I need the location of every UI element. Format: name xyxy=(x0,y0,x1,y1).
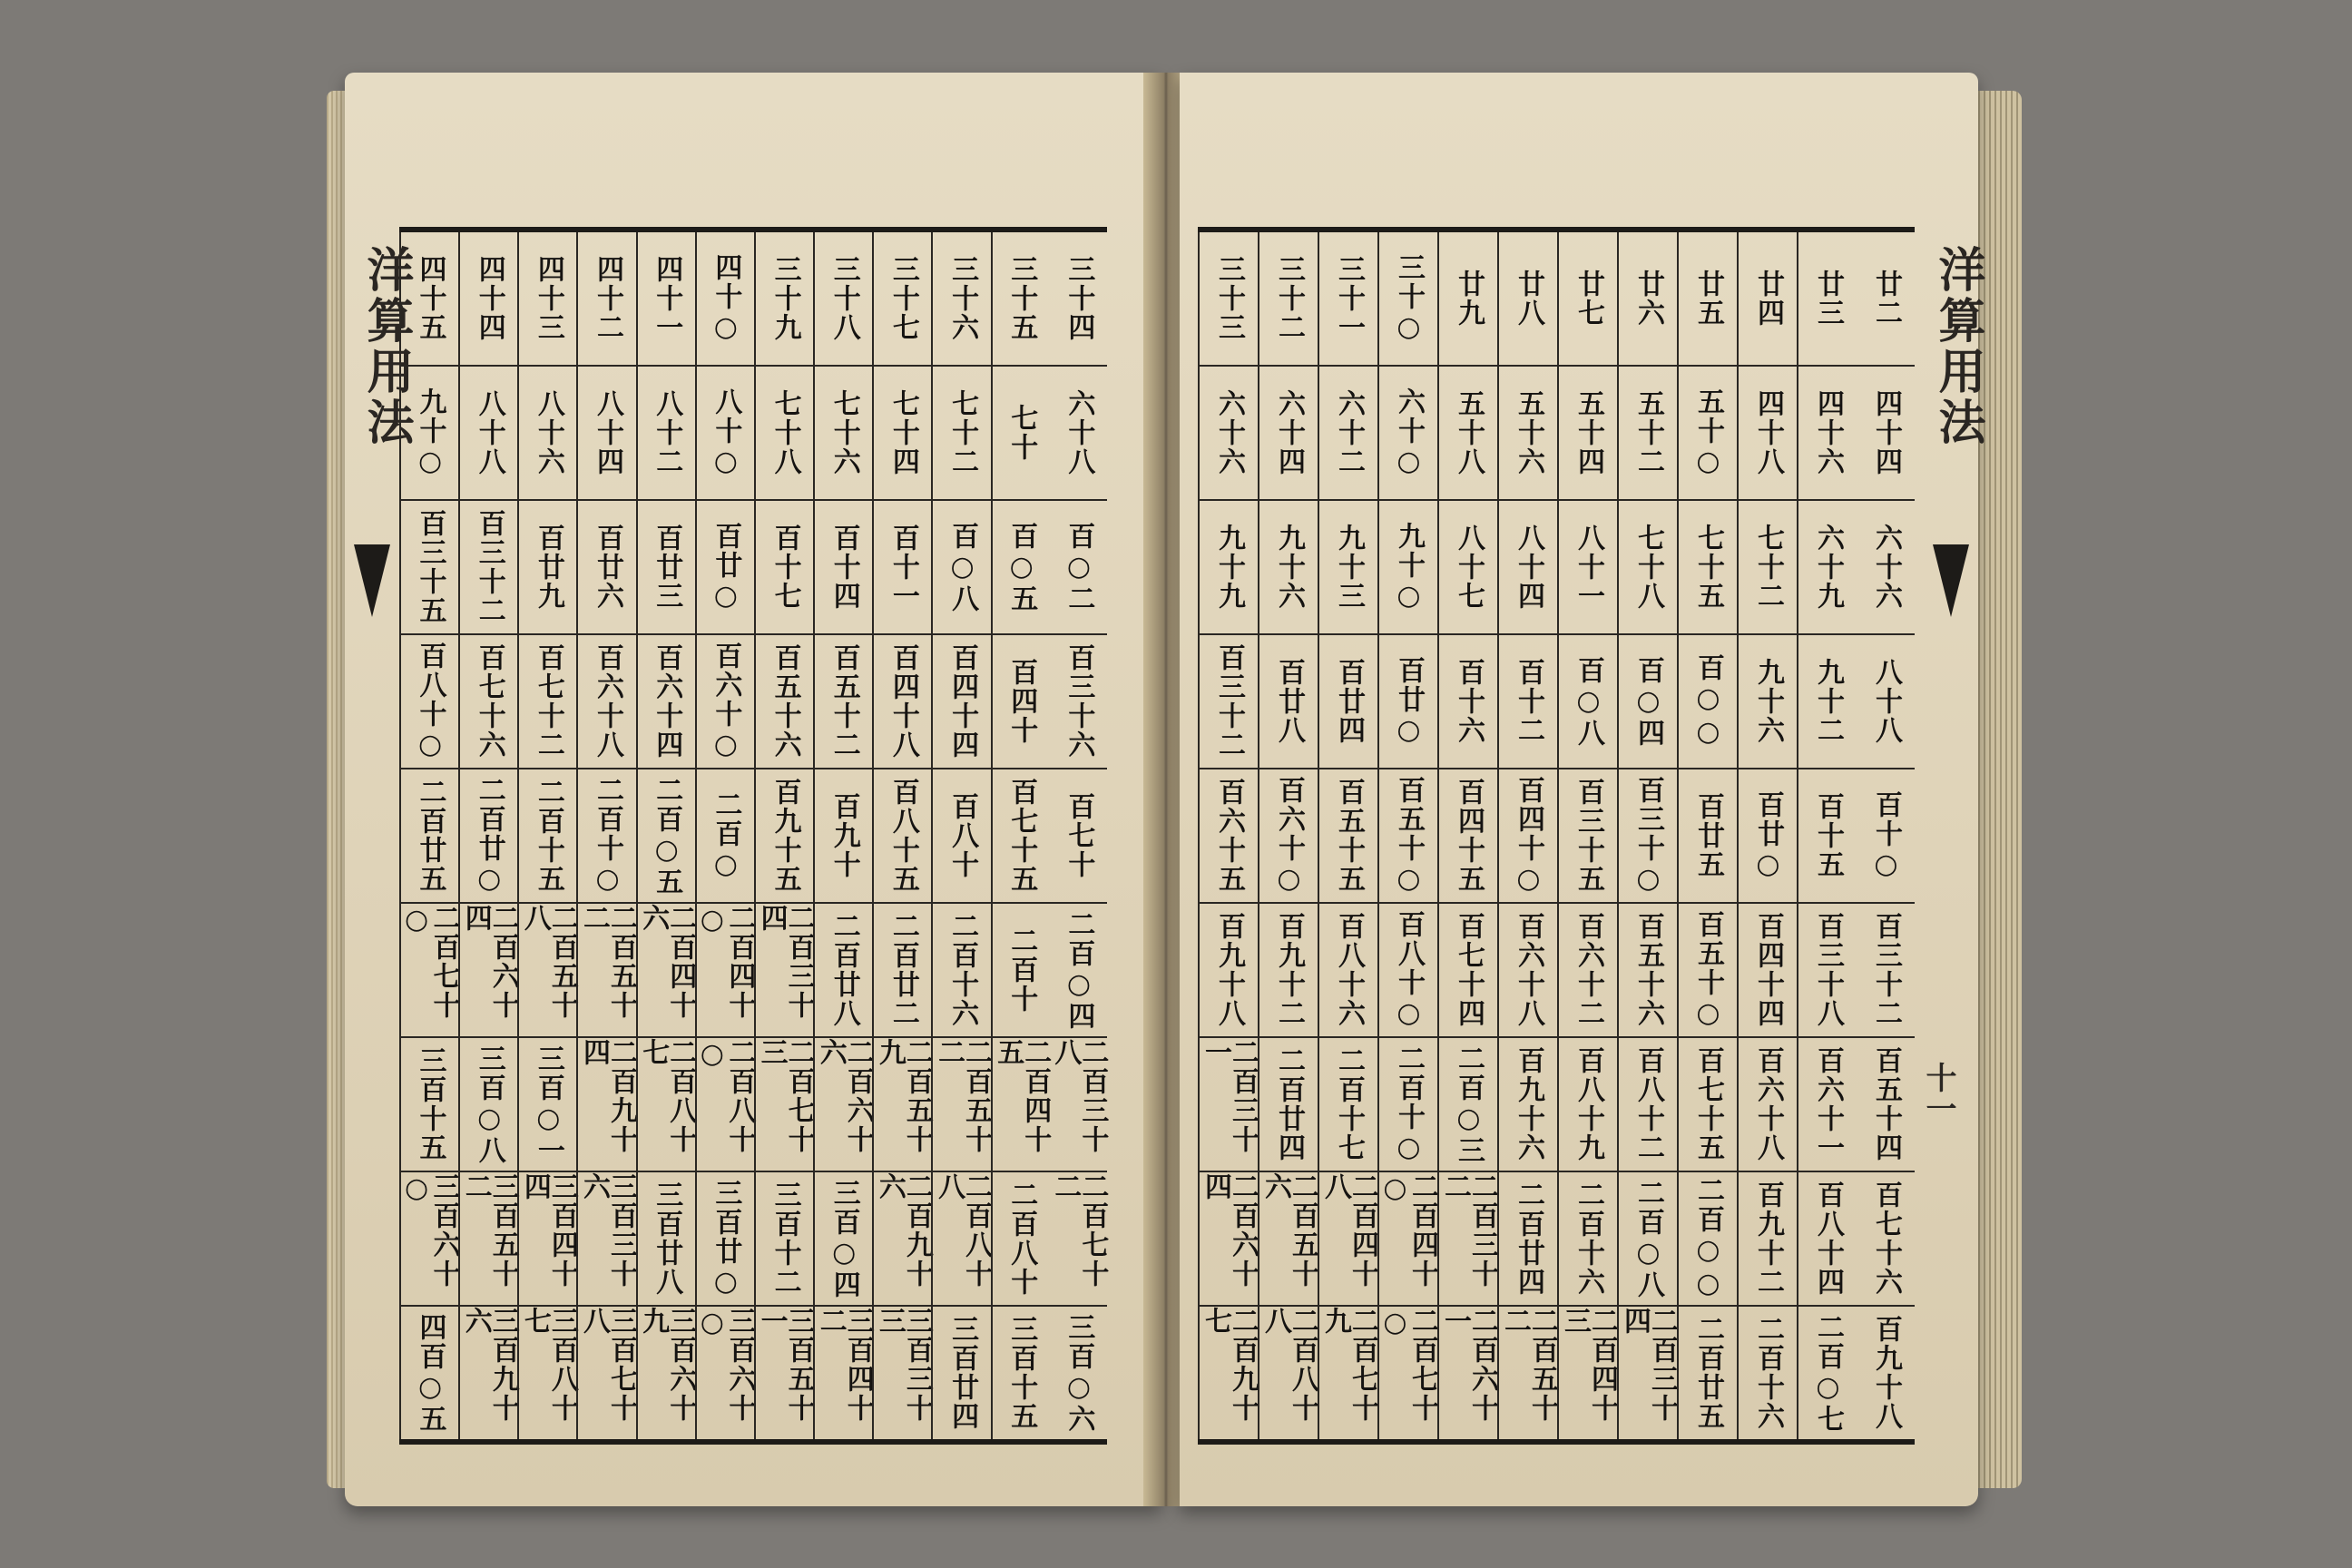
table-column xyxy=(458,232,517,1439)
table-column xyxy=(1737,232,1797,1439)
table-cell: 百七十六 xyxy=(460,633,517,768)
table-cell: 百廿九 xyxy=(519,499,576,633)
table-cell: 二百十 xyxy=(993,902,1050,1036)
table-cell: 二百八十七 xyxy=(638,1036,695,1171)
table-cell: 二百七十○ xyxy=(401,902,458,1036)
table-cell: 三百六十○ xyxy=(697,1305,754,1439)
table-cell: 百九十八 xyxy=(1200,902,1258,1036)
table-cell: 二百五十六 xyxy=(1259,1171,1318,1305)
table-cell: 三百五十一 xyxy=(756,1305,813,1439)
table-cell: 二百十○ xyxy=(578,768,635,902)
table-cell: 百三十二 xyxy=(460,499,517,633)
table-cell: 二百九十四 xyxy=(578,1036,635,1171)
table-cell: 二百六十四 xyxy=(1200,1171,1258,1305)
table-cell: 三百四十四 xyxy=(519,1171,576,1305)
table-column xyxy=(1557,232,1617,1439)
table-cell: 二百廿五 xyxy=(1679,1305,1737,1439)
left-fishtail-mark xyxy=(354,544,390,617)
table-cell: 三百○四 xyxy=(815,1171,872,1305)
table-cell: 百六十八 xyxy=(578,633,635,768)
table-cell: 五十○ xyxy=(1679,365,1737,499)
left-table-frame xyxy=(399,227,1107,1445)
table-cell: 百八十○ xyxy=(1379,902,1437,1036)
table-cell: 三百六十九 xyxy=(638,1305,695,1439)
table-column xyxy=(1857,232,1915,1439)
table-cell: 九十六 xyxy=(1259,499,1318,633)
table-cell: 四十五 xyxy=(414,255,446,342)
table-cell: 二百七十二 xyxy=(1050,1171,1107,1305)
right-margin-title: 洋算用法 xyxy=(1930,245,1985,448)
table-cell: 三十二 xyxy=(1273,255,1305,342)
table-cell: 百三十五 xyxy=(401,499,458,633)
table-cell: 廿四 xyxy=(1752,270,1784,328)
table-cell: 五十二 xyxy=(1619,365,1677,499)
left-page xyxy=(345,73,1161,1506)
table-cell: 百十六 xyxy=(1439,633,1497,768)
table-cell: 三十八 xyxy=(828,255,860,342)
table-cell: 百四十 xyxy=(993,633,1050,768)
table-cell: 八十一 xyxy=(1559,499,1617,633)
table-cell: 百廿○ xyxy=(1739,768,1797,902)
table-cell: 六十二 xyxy=(1319,365,1377,499)
table-cell: 百○二 xyxy=(1050,499,1107,633)
table-cell: 四十○ xyxy=(710,252,742,345)
table-cell: 三百三十三 xyxy=(874,1305,931,1439)
table-cell: 百八十六 xyxy=(1319,902,1377,1036)
table-cell: 五十四 xyxy=(1559,365,1617,499)
table-cell: 三百三十六 xyxy=(578,1171,635,1305)
table-cell: 二百六十四 xyxy=(460,902,517,1036)
table-cell: 二百○四 xyxy=(1050,902,1107,1036)
table-cell: 七十二 xyxy=(933,365,990,499)
table-cell: 二百四十○ xyxy=(697,902,754,1036)
table-cell: 七十六 xyxy=(815,365,872,499)
table-column xyxy=(576,232,638,1439)
table-cell: 二百四十三 xyxy=(1559,1305,1617,1439)
table-cell: 二百廿二 xyxy=(874,902,931,1036)
table-cell: 六十八 xyxy=(1050,365,1107,499)
table-cell: 三十五 xyxy=(1005,255,1038,342)
table-cell: 二百五十九 xyxy=(874,1036,931,1171)
table-cell: 七十四 xyxy=(874,365,931,499)
table-cell: 百七十六 xyxy=(1857,1171,1915,1305)
table-cell: 八十四 xyxy=(1499,499,1557,633)
leaf-number: 十一 xyxy=(1920,1062,1956,1123)
table-cell: 百四十四 xyxy=(933,633,990,768)
table-cell: 百五十六 xyxy=(756,633,813,768)
table-cell: 二百七十九 xyxy=(1319,1305,1377,1439)
table-cell: 百六十二 xyxy=(1559,902,1617,1036)
table-cell: 二百○三 xyxy=(1439,1036,1497,1171)
table-cell: 百八十四 xyxy=(1798,1171,1857,1305)
table-cell: 百九十六 xyxy=(1499,1036,1557,1171)
right-page xyxy=(1180,73,1985,1506)
table-cell: 百廿○ xyxy=(1379,633,1437,768)
table-cell: 三百十二 xyxy=(756,1171,813,1305)
table-cell: 二百三十四 xyxy=(756,902,813,1036)
table-cell: 百五十六 xyxy=(1619,902,1677,1036)
table-cell: 二百四十八 xyxy=(1319,1171,1377,1305)
table-cell: 百○八 xyxy=(1559,633,1617,768)
table-cell: 百五十二 xyxy=(815,633,872,768)
table-cell: 四十六 xyxy=(1798,365,1857,499)
table-cell: 二百廿四 xyxy=(1259,1036,1318,1171)
table-cell: 三百○六 xyxy=(1050,1305,1107,1439)
table-cell: 百四十五 xyxy=(1439,768,1497,902)
table-cell: 二百廿八 xyxy=(815,902,872,1036)
table-cell: 三百廿八 xyxy=(638,1171,695,1305)
table-cell: 八十七 xyxy=(1439,499,1497,633)
table-cell: 二百○ xyxy=(697,768,754,902)
table-cell: 百○五 xyxy=(993,499,1050,633)
table-cell: 百廿六 xyxy=(578,499,635,633)
table-cell: 廿二 xyxy=(1870,270,1902,328)
left-margin-title: 洋算用法 xyxy=(358,245,414,448)
table-cell: 百廿三 xyxy=(638,499,695,633)
table-cell: 廿六 xyxy=(1632,270,1664,328)
table-cell: 四十八 xyxy=(1739,365,1797,499)
table-column xyxy=(1617,232,1677,1439)
table-cell: 百十四 xyxy=(815,499,872,633)
table-cell: 七十八 xyxy=(1619,499,1677,633)
open-book xyxy=(327,73,2051,1524)
table-cell: 三十四 xyxy=(1063,255,1095,342)
table-cell: 二百八十○ xyxy=(697,1036,754,1171)
table-cell: 百八十○ xyxy=(401,633,458,768)
table-cell: 八十四 xyxy=(578,365,635,499)
table-cell: 七十 xyxy=(993,365,1050,499)
table-cell: 九十○ xyxy=(401,365,458,499)
table-cell: 百四十四 xyxy=(1739,902,1797,1036)
table-cell: 百七十五 xyxy=(1679,1036,1737,1171)
table-cell: 二百八十八 xyxy=(933,1171,990,1305)
table-cell: 三百廿四 xyxy=(933,1305,990,1439)
table-cell: 百十七 xyxy=(756,499,813,633)
table-cell: 二百九十七 xyxy=(1200,1305,1258,1439)
table-cell: 二百十六 xyxy=(933,902,990,1036)
table-cell: 二百五十二 xyxy=(578,902,635,1036)
table-cell: 百廿四 xyxy=(1319,633,1377,768)
table-cell: 八十二 xyxy=(638,365,695,499)
table-cell: 二百十六 xyxy=(1739,1305,1797,1439)
table-column xyxy=(931,232,993,1439)
table-cell: 百廿○ xyxy=(697,499,754,633)
table-cell: 七十八 xyxy=(756,365,813,499)
table-cell: 二百○七 xyxy=(1798,1305,1857,1439)
table-cell: 二百七十三 xyxy=(756,1036,813,1171)
table-cell: 三十○ xyxy=(1393,252,1425,345)
table-cell: 二百十○ xyxy=(1379,1036,1437,1171)
table-cell: 二百十五 xyxy=(519,768,576,902)
table-cell: 百三十六 xyxy=(1050,633,1107,768)
table-column xyxy=(695,232,754,1439)
left-multiplication-table xyxy=(399,232,1107,1439)
table-cell: 六十四 xyxy=(1259,365,1318,499)
table-cell: 三十九 xyxy=(769,255,801,342)
table-cell: 二百四十○ xyxy=(1379,1171,1437,1305)
table-cell: 百八十九 xyxy=(1559,1036,1617,1171)
table-cell: 百六十一 xyxy=(1798,1036,1857,1171)
table-cell: 百六十五 xyxy=(1200,768,1258,902)
table-cell: 百十五 xyxy=(1798,768,1857,902)
table-column xyxy=(1318,232,1377,1439)
table-cell: 百六十八 xyxy=(1739,1036,1797,1171)
table-column xyxy=(813,232,872,1439)
table-cell: 百九十二 xyxy=(1739,1171,1797,1305)
table-cell: 三百十五 xyxy=(993,1305,1050,1439)
table-cell: 廿九 xyxy=(1453,270,1485,328)
table-cell: 二百三十八 xyxy=(1050,1036,1107,1171)
table-cell: 百九十二 xyxy=(1259,902,1318,1036)
table-cell: 二百六十六 xyxy=(815,1036,872,1171)
table-cell: 百七十四 xyxy=(1439,902,1497,1036)
right-fishtail-mark xyxy=(1933,544,1969,617)
table-cell: 百三十二 xyxy=(1857,902,1915,1036)
table-cell: 五十六 xyxy=(1499,365,1557,499)
table-cell: 二百○五 xyxy=(638,768,695,902)
table-cell: 二百○八 xyxy=(1619,1171,1677,1305)
table-cell: 百三十二 xyxy=(1200,633,1258,768)
table-cell: 百廿八 xyxy=(1259,633,1318,768)
table-cell: 二百三十二 xyxy=(1439,1171,1497,1305)
table-cell: 三十三 xyxy=(1213,255,1245,342)
table-column xyxy=(754,232,813,1439)
table-cell: 百五十五 xyxy=(1319,768,1377,902)
table-column xyxy=(1050,232,1107,1439)
table-cell: 廿七 xyxy=(1573,270,1604,328)
table-cell: 二百廿五 xyxy=(401,768,458,902)
table-cell: 三百八十七 xyxy=(519,1305,576,1439)
table-cell: 二百八十 xyxy=(993,1171,1050,1305)
table-cell: 百○四 xyxy=(1619,633,1677,768)
table-cell: 八十六 xyxy=(519,365,576,499)
table-cell: 八十八 xyxy=(460,365,517,499)
table-cell: 百三十○ xyxy=(1619,768,1677,902)
table-cell: 二百廿四 xyxy=(1499,1171,1557,1305)
table-cell: 二百○○ xyxy=(1679,1171,1737,1305)
table-cell: 二百三十四 xyxy=(1619,1305,1677,1439)
table-cell: 百十一 xyxy=(874,499,931,633)
table-cell: 三百○八 xyxy=(460,1036,517,1171)
table-cell: 二百四十六 xyxy=(638,902,695,1036)
table-cell: 六十○ xyxy=(1379,365,1437,499)
table-cell: 八十○ xyxy=(697,365,754,499)
table-cell: 百八十 xyxy=(933,768,990,902)
table-cell: 九十九 xyxy=(1200,499,1258,633)
table-cell: 百三十五 xyxy=(1559,768,1617,902)
table-cell: 百九十八 xyxy=(1857,1305,1915,1439)
table-cell: 百○八 xyxy=(933,499,990,633)
table-cell: 三百四十二 xyxy=(815,1305,872,1439)
table-cell: 百七十二 xyxy=(519,633,576,768)
table-column xyxy=(1797,232,1857,1439)
table-cell: 七十五 xyxy=(1679,499,1737,633)
table-cell: 百四十八 xyxy=(874,633,931,768)
table-cell: 二百廿○ xyxy=(460,768,517,902)
table-cell: 五十八 xyxy=(1439,365,1497,499)
table-cell: 百八十五 xyxy=(874,768,931,902)
table-cell: 廿八 xyxy=(1513,270,1544,328)
table-cell: 四十二 xyxy=(592,255,624,342)
table-cell: 百六十四 xyxy=(638,633,695,768)
table-cell: 二百十六 xyxy=(1559,1171,1617,1305)
table-cell: 九十○ xyxy=(1379,499,1437,633)
table-column xyxy=(1677,232,1737,1439)
table-cell: 百十二 xyxy=(1499,633,1557,768)
table-column xyxy=(1258,232,1318,1439)
table-cell: 二百四十五 xyxy=(993,1036,1050,1171)
table-cell: 三百六十○ xyxy=(401,1171,458,1305)
table-cell: 三十七 xyxy=(887,255,919,342)
table-cell: 百○○ xyxy=(1679,633,1737,768)
table-cell: 九十三 xyxy=(1319,499,1377,633)
table-column xyxy=(517,232,576,1439)
table-cell: 四十三 xyxy=(532,255,564,342)
table-cell: 三百五十二 xyxy=(460,1171,517,1305)
table-cell: 三百七十八 xyxy=(578,1305,635,1439)
table-cell: 四百○五 xyxy=(401,1305,458,1439)
table-cell: 百七十 xyxy=(1050,768,1107,902)
table-cell: 二百九十六 xyxy=(874,1171,931,1305)
table-column xyxy=(1198,232,1258,1439)
table-cell: 三百十五 xyxy=(401,1036,458,1171)
table-column xyxy=(1377,232,1437,1439)
table-cell: 二百三十一 xyxy=(1200,1036,1258,1171)
table-cell: 百四十○ xyxy=(1499,768,1557,902)
table-cell: 百三十八 xyxy=(1798,902,1857,1036)
table-cell: 百六十○ xyxy=(697,633,754,768)
table-cell: 七十二 xyxy=(1739,499,1797,633)
table-column xyxy=(991,232,1050,1439)
table-cell: 百五十○ xyxy=(1679,902,1737,1036)
table-column xyxy=(399,232,458,1439)
table-cell: 六十六 xyxy=(1857,499,1915,633)
table-cell: 三十一 xyxy=(1333,255,1365,342)
table-column xyxy=(1497,232,1557,1439)
table-cell: 百五十四 xyxy=(1857,1036,1915,1171)
table-cell: 三十六 xyxy=(946,255,979,342)
table-cell: 二百十七 xyxy=(1319,1036,1377,1171)
table-column xyxy=(1437,232,1497,1439)
table-cell: 三百○一 xyxy=(519,1036,576,1171)
table-cell: 四十一 xyxy=(651,255,683,342)
table-cell: 百六十八 xyxy=(1499,902,1557,1036)
table-cell: 二百五十八 xyxy=(519,902,576,1036)
table-cell: 三百廿○ xyxy=(697,1171,754,1305)
table-cell: 八十八 xyxy=(1857,633,1915,768)
right-multiplication-table xyxy=(1198,232,1915,1439)
table-cell: 百六十○ xyxy=(1259,768,1318,902)
table-cell: 六十九 xyxy=(1798,499,1857,633)
table-cell: 百八十二 xyxy=(1619,1036,1677,1171)
table-column xyxy=(872,232,931,1439)
table-cell: 九十二 xyxy=(1798,633,1857,768)
table-cell: 廿五 xyxy=(1692,270,1724,328)
table-cell: 二百六十一 xyxy=(1439,1305,1497,1439)
table-cell: 四十四 xyxy=(473,255,505,342)
table-cell: 四十四 xyxy=(1857,365,1915,499)
table-cell: 二百五十二 xyxy=(933,1036,990,1171)
table-cell: 百廿五 xyxy=(1679,768,1737,902)
table-column xyxy=(636,232,695,1439)
table-cell: 六十六 xyxy=(1200,365,1258,499)
table-cell: 百九十 xyxy=(815,768,872,902)
right-table-frame xyxy=(1198,227,1915,1445)
table-cell: 九十六 xyxy=(1739,633,1797,768)
table-cell: 二百七十○ xyxy=(1379,1305,1437,1439)
table-cell: 二百五十二 xyxy=(1499,1305,1557,1439)
table-cell: 百七十五 xyxy=(993,768,1050,902)
table-cell: 百九十五 xyxy=(756,768,813,902)
table-cell: 三百九十六 xyxy=(460,1305,517,1439)
table-cell: 百十○ xyxy=(1857,768,1915,902)
table-cell: 百五十○ xyxy=(1379,768,1437,902)
table-cell: 廿三 xyxy=(1812,270,1844,328)
table-cell: 二百八十八 xyxy=(1259,1305,1318,1439)
